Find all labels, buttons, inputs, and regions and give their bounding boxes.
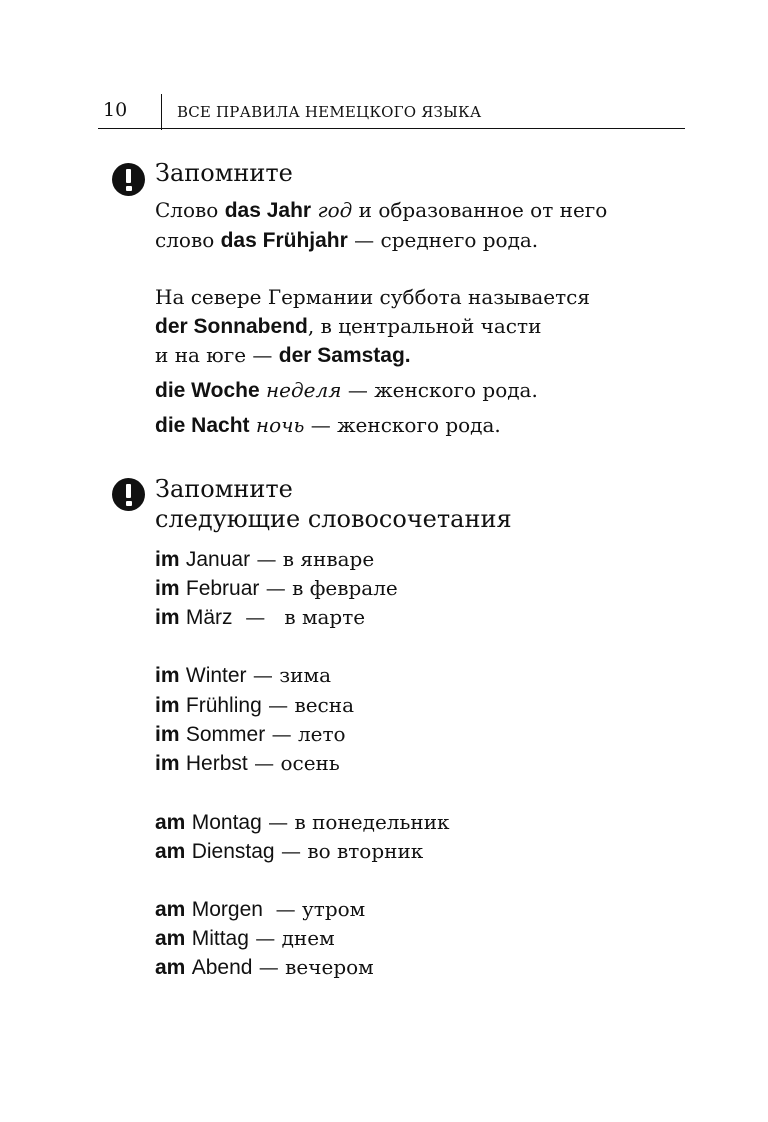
translation: — вечером xyxy=(252,955,374,979)
german-word: Herbst xyxy=(185,752,248,775)
preposition: am xyxy=(155,956,186,979)
german-word: Abend xyxy=(191,956,253,979)
german-term: der Sonnabend xyxy=(155,315,308,338)
note-line xyxy=(155,312,541,341)
phrase-line xyxy=(155,837,423,866)
note-heading: Запомните xyxy=(155,475,293,503)
preposition: im xyxy=(155,694,180,717)
translation: год xyxy=(317,198,353,222)
note-line xyxy=(155,226,538,255)
preposition: im xyxy=(155,752,180,775)
german-word: Mittag xyxy=(191,927,249,950)
german-term: das Jahr xyxy=(224,199,312,222)
phrase-line xyxy=(155,661,331,690)
preposition: im xyxy=(155,606,180,629)
german-word: Winter xyxy=(185,664,247,687)
preposition: im xyxy=(155,664,180,687)
translation: ночь xyxy=(255,413,305,437)
preposition: im xyxy=(155,723,180,746)
translation: — лето xyxy=(265,722,346,746)
translation: — в феврале xyxy=(259,576,398,600)
note-line xyxy=(155,376,538,405)
translation: — во вторник xyxy=(274,839,424,863)
translation: — днем xyxy=(248,926,335,950)
phrase-line xyxy=(155,924,335,953)
translation: неделя xyxy=(266,378,342,402)
note-subheading: следующие словосочетания xyxy=(155,505,512,533)
text: и на юге — xyxy=(155,343,279,367)
translation: — осень xyxy=(247,751,340,775)
translation: — зима xyxy=(246,663,331,687)
phrase-line xyxy=(155,749,340,778)
preposition: am xyxy=(155,840,186,863)
german-term: die Nacht xyxy=(155,414,250,437)
german-term: der Samstag. xyxy=(278,344,411,367)
text: На севере Германии суббота называется xyxy=(155,285,590,309)
german-word: Frühling xyxy=(185,694,262,717)
note-line xyxy=(155,283,590,312)
phrase-line xyxy=(155,691,354,720)
phrase-line xyxy=(155,895,365,924)
note-heading: Запомните xyxy=(155,159,293,187)
preposition: am xyxy=(155,898,186,921)
german-word: Sommer xyxy=(185,723,266,746)
translation: — в январе xyxy=(250,547,375,571)
warning-icon xyxy=(112,478,145,511)
german-term: das Frühjahr xyxy=(220,229,348,252)
text: — женского рода. xyxy=(304,413,501,437)
german-word: Februar xyxy=(185,577,260,600)
text: — среднего рода. xyxy=(347,228,539,252)
note-line xyxy=(155,341,411,370)
note-line xyxy=(155,196,607,225)
translation: — весна xyxy=(261,693,355,717)
note-line xyxy=(155,411,501,440)
running-title: ВСЕ ПРАВИЛА НЕМЕЦКОГО ЯЗЫКА xyxy=(177,103,482,121)
translation: — утром xyxy=(262,897,366,921)
phrase-line xyxy=(155,953,374,982)
text: и образованное от него xyxy=(352,198,608,222)
header-rule xyxy=(98,128,685,129)
phrase-line xyxy=(155,545,374,574)
phrase-line xyxy=(155,720,346,749)
preposition: im xyxy=(155,548,180,571)
page-number: 10 xyxy=(103,99,128,121)
german-word: Januar xyxy=(185,548,251,571)
translation: — в понедельник xyxy=(261,810,450,834)
preposition: im xyxy=(155,577,180,600)
header-divider xyxy=(161,94,162,130)
german-word: Montag xyxy=(191,811,262,834)
german-word: Dienstag xyxy=(191,840,275,863)
phrase-line xyxy=(155,603,365,632)
text: , в центральной части xyxy=(307,314,542,338)
german-term: die Woche xyxy=(155,379,260,402)
text: Слово xyxy=(155,198,225,222)
preposition: am xyxy=(155,927,186,950)
warning-icon xyxy=(112,163,145,196)
preposition: am xyxy=(155,811,186,834)
text: — женского рода. xyxy=(341,378,538,402)
phrase-line xyxy=(155,574,398,603)
phrase-line xyxy=(155,808,450,837)
german-word: März xyxy=(185,606,233,629)
translation: — в марте xyxy=(232,605,366,629)
german-word: Morgen xyxy=(191,898,263,921)
text: слово xyxy=(155,228,221,252)
